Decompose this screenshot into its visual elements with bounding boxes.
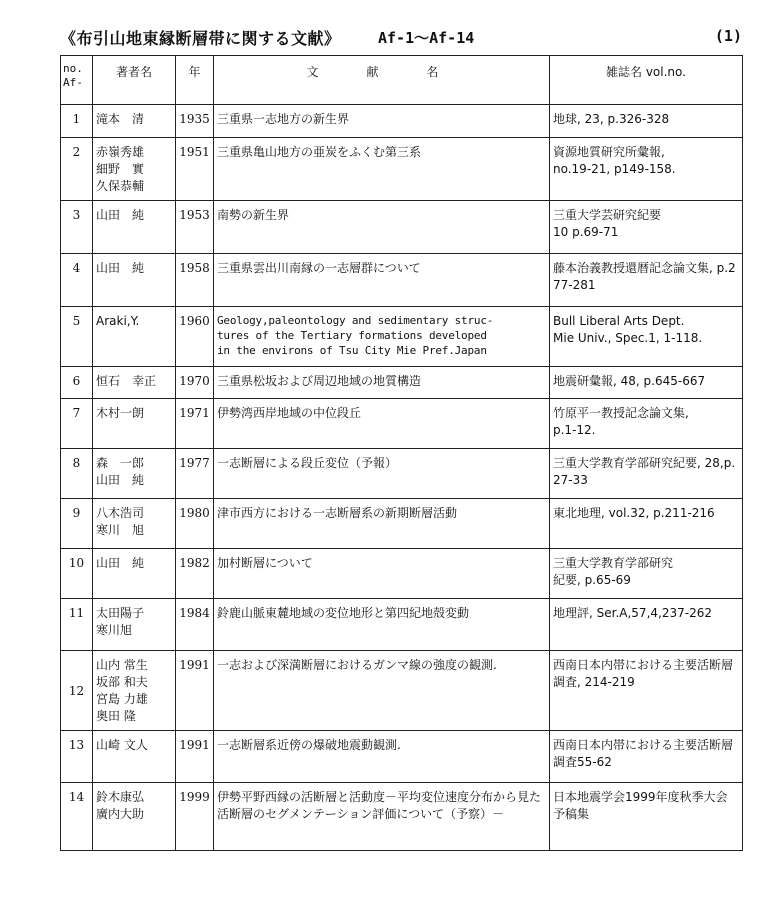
row-journal: 竹原平一教授記念論文集, p.1-12. <box>550 399 743 449</box>
row-title: 南勢の新生界 <box>214 201 550 254</box>
row-author: 木村一朗 <box>93 399 176 449</box>
row-year: 1953 <box>176 201 214 254</box>
row-title: 一志および深満断層におけるガンマ線の強度の観測. <box>214 651 550 731</box>
row-no: 3 <box>61 201 93 254</box>
table-row <box>61 105 743 138</box>
row-author: 鈴木康弘 廣内大助 <box>93 783 176 851</box>
row-no: 8 <box>61 449 93 499</box>
row-author: 八木浩司 寒川 旭 <box>93 499 176 549</box>
row-year: 1991 <box>176 651 214 731</box>
row-author: 太田陽子 寒川旭 <box>93 599 176 651</box>
header-year: 年 <box>176 56 214 105</box>
row-no: 7 <box>61 399 93 449</box>
row-journal: 地理評, Ser.A,57,4,237-262 <box>550 599 743 651</box>
table-row <box>61 783 743 851</box>
row-year: 1958 <box>176 254 214 307</box>
table-row <box>61 307 743 367</box>
row-title: 加村断層について <box>214 549 550 599</box>
header-journal: 雑誌名 vol.no. <box>550 56 743 105</box>
row-year: 1980 <box>176 499 214 549</box>
row-title: 三重県亀山地方の亜炭をふくむ第三系 <box>214 138 550 201</box>
table-row <box>61 549 743 599</box>
table-row <box>61 449 743 499</box>
row-title: 一志断層系近傍の爆破地震動観測. <box>214 731 550 783</box>
table-row <box>61 254 743 307</box>
table-row <box>61 367 743 399</box>
document-title: 《布引山地東縁断層帯に関する文献》 <box>60 29 341 48</box>
row-title: 津市西方における一志断層系の新期断層活動 <box>214 499 550 549</box>
row-year: 1982 <box>176 549 214 599</box>
row-year: 1970 <box>176 367 214 399</box>
row-title: Geology,paleontology and sedimentary struc- tures of the Tertiary formations developed in the environs of Tsu City Mie Pref.Japan <box>214 307 550 367</box>
row-no: 11 <box>61 599 93 651</box>
header-author: 著者名 <box>93 56 176 105</box>
row-journal: 地震研彙報, 48, p.645-667 <box>550 367 743 399</box>
row-author: 赤嶺秀雄 細野 實 久保恭輔 <box>93 138 176 201</box>
row-no: 13 <box>61 731 93 783</box>
row-title: 三重県松坂および周辺地域の地質構造 <box>214 367 550 399</box>
row-title: 三重県一志地方の新生界 <box>214 105 550 138</box>
references-table <box>60 55 743 851</box>
table-row <box>61 201 743 254</box>
row-author: 山崎 文人 <box>93 731 176 783</box>
row-author: 山田 純 <box>93 549 176 599</box>
row-year: 1991 <box>176 731 214 783</box>
row-title: 伊勢平野西縁の活断層と活動度－平均変位速度分布から見た活断層のセグメンテーション評価について（予察）－ <box>214 783 550 851</box>
row-title: 伊勢湾西岸地域の中位段丘 <box>214 399 550 449</box>
row-year: 1935 <box>176 105 214 138</box>
row-author: 滝本 清 <box>93 105 176 138</box>
table-row <box>61 138 743 201</box>
row-no: 9 <box>61 499 93 549</box>
table-row <box>61 599 743 651</box>
row-no: 4 <box>61 254 93 307</box>
row-no: 6 <box>61 367 93 399</box>
page-number: (1) <box>714 27 742 45</box>
row-no: 5 <box>61 307 93 367</box>
row-year: 1951 <box>176 138 214 201</box>
row-journal: 地球, 23, p.326-328 <box>550 105 743 138</box>
row-journal: 東北地理, vol.32, p.211-216 <box>550 499 743 549</box>
document-range: Af-1〜Af-14 <box>378 29 475 47</box>
row-journal: 資源地質研究所彙報, no.19-21, p149-158. <box>550 138 743 201</box>
row-journal: 日本地震学会1999年度秋季大会予稿集 <box>550 783 743 851</box>
row-author: 恒石 幸正 <box>93 367 176 399</box>
row-author: 山内 常生 坂部 和夫 宮島 力雄 奥田 隆 <box>93 651 176 731</box>
table-row <box>61 499 743 549</box>
table-row <box>61 399 743 449</box>
row-no: 2 <box>61 138 93 201</box>
row-year: 1960 <box>176 307 214 367</box>
row-year: 1971 <box>176 399 214 449</box>
header-title: 文 献 名 <box>214 56 550 105</box>
row-journal: 三重大学芸研究紀要 10 p.69-71 <box>550 201 743 254</box>
table-row <box>61 651 743 731</box>
row-title: 一志断層による段丘変位（予報） <box>214 449 550 499</box>
row-journal: 三重大学教育学部研究 紀要, p.65-69 <box>550 549 743 599</box>
row-no: 10 <box>61 549 93 599</box>
table-row <box>61 731 743 783</box>
row-author: 森 一郎 山田 純 <box>93 449 176 499</box>
row-author: 山田 純 <box>93 201 176 254</box>
row-title: 三重県雲出川南縁の一志層群について <box>214 254 550 307</box>
row-journal: 西南日本内帯における主要活断層調査55-62 <box>550 731 743 783</box>
row-year: 1999 <box>176 783 214 851</box>
table-header-row <box>61 56 743 105</box>
row-journal: Bull Liberal Arts Dept. Mie Univ., Spec.1, 1-118. <box>550 307 743 367</box>
row-title: 鈴鹿山脈東麓地域の変位地形と第四紀地殻変動 <box>214 599 550 651</box>
row-year: 1984 <box>176 599 214 651</box>
row-author: Araki,Y. <box>93 307 176 367</box>
row-author: 山田 純 <box>93 254 176 307</box>
row-year: 1977 <box>176 449 214 499</box>
row-no: 14 <box>61 783 93 851</box>
row-no: 12 <box>61 651 93 731</box>
row-journal: 三重大学教育学部研究紀要, 28,p.27-33 <box>550 449 743 499</box>
row-no: 1 <box>61 105 93 138</box>
header-no: no. Af- <box>61 56 93 105</box>
row-journal: 藤本治義教授還暦記念論文集, p.277-281 <box>550 254 743 307</box>
row-journal: 西南日本内帯における主要活断層調査, 214-219 <box>550 651 743 731</box>
page-header <box>60 26 742 52</box>
